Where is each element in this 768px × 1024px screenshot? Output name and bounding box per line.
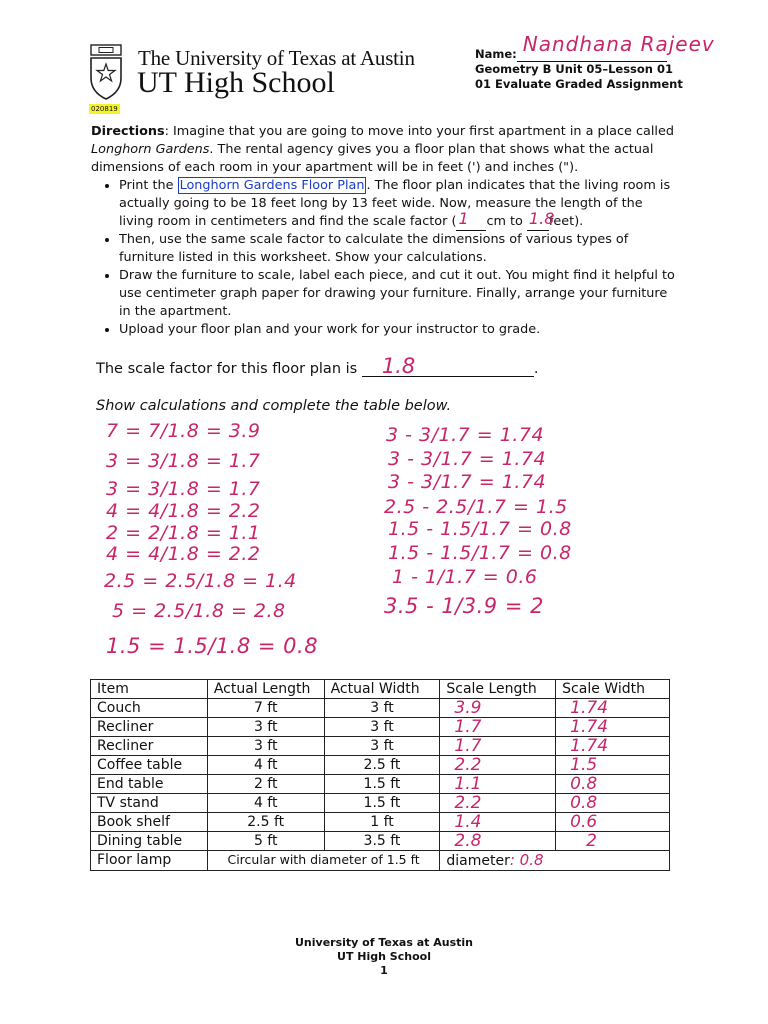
width-cell: 3 ft [324, 718, 440, 737]
scale-length-cell[interactable]: 1.1 [440, 775, 556, 794]
calc-left-line: 7 = 7/1.8 = 3.9 [106, 420, 261, 442]
column-header: Actual Width [324, 680, 440, 699]
floor-plan-link[interactable]: Longhorn Gardens Floor Plan [179, 178, 365, 193]
scale-width-cell[interactable]: 0.8 [556, 794, 670, 813]
item-cell: Coffee table [91, 756, 208, 775]
calc-right-line: 3.5 - 1/3.9 = 2 [384, 594, 544, 618]
list-item: • Print the Longhorn Gardens Floor Plan . The floor plan indicates that the living room is actually going to be 18 feet long by 13 feet wide. Now, measure the length of the living room in centimeters and find the scale factor ( 1 cm to 1.8 feet). [119, 177, 681, 231]
table-row [91, 756, 670, 775]
calc-right-line: 1 - 1/1.7 = 0.6 [392, 566, 538, 588]
table-row [91, 699, 670, 718]
item-cell: Recliner [91, 718, 208, 737]
table-row [91, 718, 670, 737]
scale-length-cell[interactable]: 1.7 [440, 737, 556, 756]
list-item: • Draw the furniture to scale, label each piece, and cut it out. You might find it helpful to use centimeter graph paper for drawing your furniture. Finally, arrange your furniture in the apartment. [119, 267, 681, 321]
width-cell: 1.5 ft [324, 794, 440, 813]
item-cell: End table [91, 775, 208, 794]
item-cell: Floor lamp [91, 851, 208, 871]
ut-shield-logo [90, 44, 122, 100]
length-cell: 5 ft [207, 832, 324, 851]
length-cell: 7 ft [207, 699, 324, 718]
item-cell: Dining table [91, 832, 208, 851]
length-cell: 4 ft [207, 756, 324, 775]
length-cell: 4 ft [207, 794, 324, 813]
table-row [91, 794, 670, 813]
scale-factor-handwritten: 1.8 [381, 354, 416, 378]
diameter-value-handwritten: : 0.8 [509, 851, 544, 869]
school-name: UT High School [137, 66, 335, 99]
list-item: • Then, use the same scale factor to calculate the dimensions of various types of furniture listed in this worksheet. Show your calculations. [119, 231, 681, 267]
calc-right-line: 1.5 - 1.5/1.7 = 0.8 [388, 542, 572, 564]
lamp-description-cell: Circular with diameter of 1.5 ft [207, 851, 440, 871]
width-cell: 3 ft [324, 737, 440, 756]
scale-length-cell[interactable]: 2.2 [440, 756, 556, 775]
length-cell: 2.5 ft [207, 813, 324, 832]
item-cell: TV stand [91, 794, 208, 813]
university-name: The University of Texas at Austin [138, 46, 415, 70]
scale-width-cell[interactable]: 1.74 [556, 718, 670, 737]
list-item: • Upload your floor plan and your work for your instructor to grade. [119, 321, 681, 339]
directions-label: Directions [91, 124, 165, 139]
directions-list [91, 177, 681, 339]
calculations-heading: Show calculations and complete the table below. [96, 398, 452, 414]
page-number: 1 [380, 964, 388, 977]
column-header: Scale Width [556, 680, 670, 699]
table-row [91, 851, 670, 871]
scale-width-cell[interactable]: 1.5 [556, 756, 670, 775]
scale-length-cell[interactable]: 1.4 [440, 813, 556, 832]
width-cell: 1 ft [324, 813, 440, 832]
calc-right-line: 2.5 - 2.5/1.7 = 1.5 [384, 496, 568, 518]
name-row [475, 32, 715, 62]
assignment-header [475, 32, 715, 92]
scale-length-cell[interactable]: 2.8 [440, 832, 556, 851]
item-cell: Recliner [91, 737, 208, 756]
diameter-label: diameter [446, 853, 510, 869]
calc-left-line: 4 = 4/1.8 = 2.2 [106, 543, 261, 565]
table-row [91, 813, 670, 832]
width-cell: 2.5 ft [324, 756, 440, 775]
table-header-row [91, 680, 670, 699]
scale-width-cell[interactable]: 0.8 [556, 775, 670, 794]
footer-school: UT High School [337, 950, 431, 963]
scale-width-cell[interactable]: 0.6 [556, 813, 670, 832]
calc-left-line: 1.5 = 1.5/1.8 = 0.8 [106, 634, 319, 658]
name-label: Name: [475, 47, 517, 61]
document-code: 020819 [91, 105, 118, 113]
calc-left-line: 2 = 2/1.8 = 1.1 [106, 522, 261, 544]
scale-length-cell[interactable]: 2.2 [440, 794, 556, 813]
calc-right-line: 3 - 3/1.7 = 1.74 [388, 448, 547, 470]
scale-length-cell[interactable]: 3.9 [440, 699, 556, 718]
table-row [91, 737, 670, 756]
column-header: Item [91, 680, 208, 699]
calc-left-line: 5 = 2.5/1.8 = 2.8 [112, 600, 286, 622]
student-name-handwritten: Nandhana Rajeev [522, 32, 715, 56]
scale-ft-field[interactable]: 1.8 [527, 216, 549, 231]
table-row [91, 832, 670, 851]
course-title: Geometry B Unit 05–Lesson 01 [475, 62, 673, 76]
calc-left-line: 3 = 3/1.8 = 1.7 [106, 450, 261, 472]
length-cell: 3 ft [207, 737, 324, 756]
calc-right-line: 3 - 3/1.7 = 1.74 [388, 471, 547, 493]
column-header: Scale Length [440, 680, 556, 699]
width-cell: 3.5 ft [324, 832, 440, 851]
width-cell: 3 ft [324, 699, 440, 718]
table-row [91, 775, 670, 794]
length-cell: 3 ft [207, 718, 324, 737]
name-field[interactable] [517, 32, 715, 62]
calc-left-line: 4 = 4/1.8 = 2.2 [106, 500, 261, 522]
column-header: Actual Length [207, 680, 324, 699]
calc-left-line: 3 = 3/1.8 = 1.7 [106, 478, 261, 500]
directions-section [91, 123, 681, 339]
scale-length-cell[interactable]: 1.7 [440, 718, 556, 737]
place-name: Longhorn Gardens [91, 142, 210, 157]
scale-factor-label: The scale factor for this floor plan is [96, 361, 362, 377]
width-cell: 1.5 ft [324, 775, 440, 794]
calc-right-line: 3 - 3/1.7 = 1.74 [386, 424, 545, 446]
scale-width-cell[interactable]: 1.74 [556, 699, 670, 718]
scale-width-cell[interactable]: 2 [556, 832, 670, 851]
footer-university: University of Texas at Austin [295, 936, 473, 949]
directions-intro: Directions: Imagine that you are going to move into your first apartment in a place called Longhorn Gardens. The rental agency gives you a floor plan that shows what the actual dimensions of each room in your apartment will be in feet (') and inches ("). [91, 124, 674, 175]
scale-cm-field[interactable]: 1 [456, 216, 486, 231]
assignment-title: 01 Evaluate Graded Assignment [475, 77, 683, 91]
lamp-diameter-cell[interactable] [440, 851, 670, 871]
calc-right-line: 1.5 - 1.5/1.7 = 0.8 [388, 518, 572, 540]
scale-factor-field[interactable] [362, 354, 534, 378]
calc-left-line: 2.5 = 2.5/1.8 = 1.4 [104, 570, 297, 592]
scale-width-cell[interactable]: 1.74 [556, 737, 670, 756]
scale-factor-line: The scale factor for this floor plan is 1.8 . [96, 354, 539, 378]
item-cell: Couch [91, 699, 208, 718]
item-cell: Book shelf [91, 813, 208, 832]
furniture-table [90, 679, 670, 871]
length-cell: 2 ft [207, 775, 324, 794]
page-footer [0, 936, 768, 978]
